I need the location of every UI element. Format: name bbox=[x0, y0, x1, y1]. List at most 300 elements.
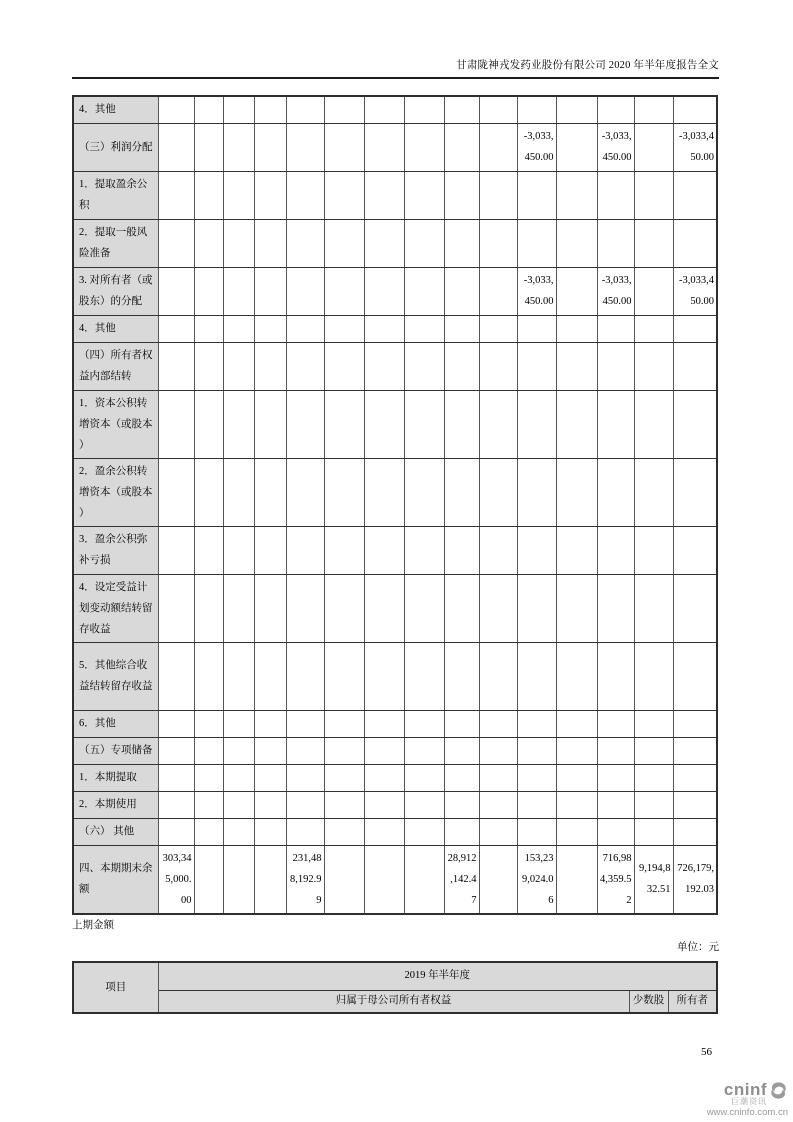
value-cell bbox=[364, 818, 404, 845]
value-cell bbox=[286, 574, 324, 642]
value-cell bbox=[324, 458, 364, 526]
value-cell bbox=[286, 791, 324, 818]
value-cell bbox=[404, 123, 444, 171]
value-cell bbox=[404, 642, 444, 710]
table-row bbox=[73, 791, 717, 818]
value-cell bbox=[223, 642, 254, 710]
value-cell bbox=[556, 219, 597, 267]
table-row bbox=[73, 737, 717, 764]
value-cell bbox=[223, 219, 254, 267]
cninfo-swirl-icon bbox=[769, 1081, 788, 1100]
value-cell bbox=[254, 791, 286, 818]
value-cell bbox=[286, 526, 324, 574]
value-cell bbox=[254, 123, 286, 171]
value-cell bbox=[479, 315, 517, 342]
table-row bbox=[73, 574, 717, 642]
value-cell bbox=[286, 764, 324, 791]
value-cell bbox=[194, 845, 223, 914]
value-cell bbox=[404, 267, 444, 315]
value-cell bbox=[597, 219, 634, 267]
value-cell bbox=[634, 171, 673, 219]
value-cell bbox=[364, 574, 404, 642]
value-cell bbox=[364, 342, 404, 390]
cninfo-url: www.cninfo.com.cn bbox=[706, 1106, 788, 1118]
value-cell: 231,488,192.99 bbox=[286, 845, 324, 914]
table-row bbox=[73, 267, 717, 315]
value-cell bbox=[444, 642, 479, 710]
value-cell bbox=[517, 315, 556, 342]
value-cell bbox=[444, 764, 479, 791]
value-cell bbox=[223, 526, 254, 574]
unit-label: 单位：元 bbox=[677, 942, 719, 953]
page-header-title: 甘肃陇神戎发药业股份有限公司 2020 年半年度报告全文 bbox=[456, 60, 719, 71]
value-cell bbox=[444, 710, 479, 737]
value-cell bbox=[158, 526, 194, 574]
value-cell: 28,912,142.47 bbox=[444, 845, 479, 914]
value-cell bbox=[517, 791, 556, 818]
row-label: （四）所有者权益内部结转 bbox=[73, 342, 158, 390]
value-cell bbox=[286, 642, 324, 710]
value-cell bbox=[404, 737, 444, 764]
value-cell bbox=[597, 315, 634, 342]
value-cell bbox=[223, 390, 254, 458]
value-cell bbox=[556, 791, 597, 818]
prior-table-minority-header: 少数股 bbox=[629, 990, 668, 1013]
value-cell bbox=[223, 737, 254, 764]
value-cell bbox=[158, 642, 194, 710]
value-cell bbox=[517, 390, 556, 458]
row-label: 6．其他 bbox=[73, 710, 158, 737]
value-cell bbox=[286, 710, 324, 737]
value-cell bbox=[597, 390, 634, 458]
value-cell bbox=[404, 574, 444, 642]
value-cell bbox=[254, 574, 286, 642]
value-cell bbox=[404, 315, 444, 342]
value-cell bbox=[158, 267, 194, 315]
value-cell bbox=[479, 737, 517, 764]
value-cell: -3,033,450.00 bbox=[673, 267, 717, 315]
value-cell bbox=[194, 737, 223, 764]
value-cell bbox=[673, 526, 717, 574]
value-cell bbox=[364, 764, 404, 791]
row-label: 2．本期使用 bbox=[73, 791, 158, 818]
value-cell bbox=[444, 315, 479, 342]
value-cell bbox=[223, 315, 254, 342]
value-cell bbox=[556, 171, 597, 219]
row-label: 5．其他综合收益结转留存收益 bbox=[73, 642, 158, 710]
value-cell bbox=[673, 642, 717, 710]
prior-period-table bbox=[72, 961, 718, 1014]
value-cell bbox=[634, 710, 673, 737]
value-cell bbox=[286, 267, 324, 315]
value-cell bbox=[556, 390, 597, 458]
value-cell bbox=[286, 171, 324, 219]
value-cell bbox=[673, 710, 717, 737]
value-cell bbox=[223, 791, 254, 818]
row-label: 2．盈余公积转增资本（或股本） bbox=[73, 458, 158, 526]
value-cell bbox=[444, 123, 479, 171]
value-cell bbox=[517, 219, 556, 267]
value-cell bbox=[324, 764, 364, 791]
value-cell bbox=[479, 526, 517, 574]
value-cell bbox=[158, 315, 194, 342]
value-cell bbox=[634, 526, 673, 574]
value-cell bbox=[223, 845, 254, 914]
value-cell bbox=[158, 390, 194, 458]
value-cell bbox=[556, 96, 597, 123]
value-cell bbox=[597, 642, 634, 710]
table-row bbox=[73, 219, 717, 267]
row-label: 4．其他 bbox=[73, 96, 158, 123]
value-cell bbox=[517, 342, 556, 390]
value-cell bbox=[254, 642, 286, 710]
value-cell bbox=[404, 342, 444, 390]
table-row bbox=[73, 342, 717, 390]
value-cell bbox=[673, 791, 717, 818]
value-cell bbox=[517, 171, 556, 219]
value-cell bbox=[444, 737, 479, 764]
value-cell bbox=[556, 818, 597, 845]
value-cell bbox=[404, 96, 444, 123]
value-cell: -3,033,450.00 bbox=[517, 123, 556, 171]
value-cell bbox=[404, 526, 444, 574]
value-cell bbox=[556, 642, 597, 710]
value-cell bbox=[404, 791, 444, 818]
value-cell bbox=[444, 574, 479, 642]
value-cell bbox=[286, 219, 324, 267]
value-cell bbox=[597, 171, 634, 219]
value-cell bbox=[254, 845, 286, 914]
value-cell bbox=[634, 390, 673, 458]
value-cell bbox=[194, 764, 223, 791]
value-cell bbox=[254, 219, 286, 267]
value-cell bbox=[254, 526, 286, 574]
prior-table-owners-header: 所有者 bbox=[668, 990, 717, 1013]
table-row bbox=[73, 390, 717, 458]
value-cell bbox=[404, 764, 444, 791]
value-cell bbox=[223, 123, 254, 171]
row-label: （六） 其他 bbox=[73, 818, 158, 845]
table-row bbox=[73, 710, 717, 737]
value-cell bbox=[479, 791, 517, 818]
value-cell: 726,179,192.03 bbox=[673, 845, 717, 914]
value-cell: 303,345,000.00 bbox=[158, 845, 194, 914]
value-cell bbox=[254, 390, 286, 458]
value-cell bbox=[364, 642, 404, 710]
value-cell bbox=[324, 526, 364, 574]
value-cell bbox=[673, 737, 717, 764]
value-cell bbox=[158, 818, 194, 845]
value-cell bbox=[479, 390, 517, 458]
value-cell bbox=[517, 737, 556, 764]
value-cell bbox=[194, 526, 223, 574]
value-cell bbox=[223, 458, 254, 526]
value-cell bbox=[286, 390, 324, 458]
header-rule bbox=[72, 77, 719, 79]
value-cell bbox=[673, 764, 717, 791]
value-cell bbox=[597, 791, 634, 818]
value-cell bbox=[556, 123, 597, 171]
value-cell bbox=[479, 171, 517, 219]
value-cell bbox=[158, 219, 194, 267]
value-cell: 9,194,832.51 bbox=[634, 845, 673, 914]
equity-change-table bbox=[72, 95, 718, 915]
value-cell bbox=[324, 171, 364, 219]
value-cell bbox=[286, 123, 324, 171]
value-cell bbox=[324, 96, 364, 123]
table-row bbox=[73, 642, 717, 710]
row-label: 2．提取一般风险准备 bbox=[73, 219, 158, 267]
value-cell bbox=[444, 342, 479, 390]
value-cell bbox=[324, 123, 364, 171]
value-cell bbox=[517, 526, 556, 574]
value-cell bbox=[479, 642, 517, 710]
value-cell bbox=[364, 315, 404, 342]
value-cell bbox=[194, 123, 223, 171]
value-cell bbox=[597, 710, 634, 737]
value-cell bbox=[364, 737, 404, 764]
value-cell bbox=[286, 818, 324, 845]
value-cell bbox=[597, 818, 634, 845]
value-cell bbox=[158, 458, 194, 526]
value-cell: 716,984,359.52 bbox=[597, 845, 634, 914]
row-label: 1．提取盈余公积 bbox=[73, 171, 158, 219]
value-cell bbox=[479, 458, 517, 526]
row-label: （五）专项储备 bbox=[73, 737, 158, 764]
value-cell bbox=[324, 267, 364, 315]
value-cell: 153,239,024.06 bbox=[517, 845, 556, 914]
value-cell bbox=[286, 737, 324, 764]
value-cell bbox=[194, 791, 223, 818]
table-row bbox=[73, 764, 717, 791]
table-row bbox=[73, 818, 717, 845]
value-cell bbox=[324, 219, 364, 267]
value-cell bbox=[364, 171, 404, 219]
value-cell bbox=[479, 574, 517, 642]
value-cell bbox=[254, 818, 286, 845]
value-cell bbox=[223, 764, 254, 791]
table-row bbox=[73, 458, 717, 526]
table-row bbox=[73, 171, 717, 219]
value-cell bbox=[158, 574, 194, 642]
value-cell bbox=[444, 219, 479, 267]
value-cell bbox=[158, 710, 194, 737]
table-row bbox=[73, 315, 717, 342]
value-cell bbox=[673, 315, 717, 342]
value-cell bbox=[444, 791, 479, 818]
value-cell bbox=[194, 171, 223, 219]
value-cell bbox=[194, 96, 223, 123]
value-cell bbox=[158, 737, 194, 764]
value-cell bbox=[364, 791, 404, 818]
value-cell bbox=[634, 219, 673, 267]
value-cell bbox=[404, 845, 444, 914]
row-label: 3．盈余公积弥补亏损 bbox=[73, 526, 158, 574]
value-cell bbox=[158, 96, 194, 123]
value-cell bbox=[634, 96, 673, 123]
value-cell bbox=[254, 96, 286, 123]
value-cell bbox=[479, 818, 517, 845]
value-cell bbox=[194, 574, 223, 642]
value-cell bbox=[254, 764, 286, 791]
row-label: 4．其他 bbox=[73, 315, 158, 342]
value-cell bbox=[194, 710, 223, 737]
prior-period-note: 上期金额 bbox=[72, 920, 114, 931]
value-cell bbox=[223, 267, 254, 315]
value-cell bbox=[194, 219, 223, 267]
cninfo-watermark bbox=[707, 1081, 788, 1118]
value-cell bbox=[194, 342, 223, 390]
page-number: 56 bbox=[701, 1046, 712, 1058]
value-cell bbox=[254, 710, 286, 737]
value-cell bbox=[158, 764, 194, 791]
value-cell bbox=[223, 342, 254, 390]
value-cell bbox=[517, 818, 556, 845]
table-row bbox=[73, 526, 717, 574]
row-label: 1．本期提取 bbox=[73, 764, 158, 791]
cninfo-brand-text: cninf bbox=[723, 1080, 767, 1100]
value-cell bbox=[634, 342, 673, 390]
value-cell bbox=[324, 642, 364, 710]
value-cell bbox=[634, 737, 673, 764]
value-cell bbox=[364, 123, 404, 171]
value-cell bbox=[517, 710, 556, 737]
value-cell bbox=[597, 574, 634, 642]
value-cell bbox=[634, 267, 673, 315]
value-cell bbox=[254, 315, 286, 342]
value-cell bbox=[556, 315, 597, 342]
value-cell bbox=[479, 342, 517, 390]
value-cell bbox=[597, 764, 634, 791]
table-row bbox=[73, 96, 717, 123]
value-cell bbox=[364, 710, 404, 737]
value-cell bbox=[597, 96, 634, 123]
value-cell bbox=[254, 267, 286, 315]
row-label: 1．资本公积转增资本（或股本） bbox=[73, 390, 158, 458]
value-cell bbox=[444, 267, 479, 315]
table-row bbox=[73, 845, 717, 914]
prior-table-corner-cell: 项目 bbox=[73, 962, 158, 1013]
value-cell bbox=[364, 219, 404, 267]
value-cell bbox=[404, 710, 444, 737]
value-cell bbox=[634, 315, 673, 342]
value-cell bbox=[556, 764, 597, 791]
value-cell bbox=[194, 390, 223, 458]
value-cell bbox=[673, 342, 717, 390]
value-cell bbox=[634, 642, 673, 710]
value-cell bbox=[364, 267, 404, 315]
value-cell bbox=[479, 219, 517, 267]
value-cell bbox=[479, 710, 517, 737]
value-cell bbox=[223, 96, 254, 123]
value-cell bbox=[556, 574, 597, 642]
value-cell bbox=[324, 342, 364, 390]
value-cell bbox=[634, 764, 673, 791]
value-cell bbox=[364, 526, 404, 574]
value-cell bbox=[404, 390, 444, 458]
value-cell bbox=[158, 171, 194, 219]
value-cell bbox=[673, 818, 717, 845]
value-cell bbox=[556, 458, 597, 526]
value-cell bbox=[286, 96, 324, 123]
value-cell bbox=[673, 96, 717, 123]
value-cell bbox=[194, 818, 223, 845]
value-cell bbox=[194, 315, 223, 342]
value-cell bbox=[556, 267, 597, 315]
value-cell bbox=[479, 764, 517, 791]
value-cell bbox=[556, 526, 597, 574]
row-label: 四、本期期末余额 bbox=[73, 845, 158, 914]
prior-table-parent-equity-header: 归属于母公司所有者权益 bbox=[158, 990, 629, 1013]
value-cell bbox=[404, 171, 444, 219]
value-cell bbox=[194, 267, 223, 315]
value-cell bbox=[479, 123, 517, 171]
value-cell bbox=[517, 458, 556, 526]
value-cell bbox=[324, 791, 364, 818]
value-cell bbox=[634, 791, 673, 818]
value-cell bbox=[324, 574, 364, 642]
value-cell bbox=[634, 458, 673, 526]
value-cell bbox=[517, 642, 556, 710]
value-cell bbox=[597, 526, 634, 574]
value-cell bbox=[223, 710, 254, 737]
value-cell bbox=[673, 219, 717, 267]
value-cell bbox=[597, 342, 634, 390]
value-cell bbox=[556, 342, 597, 390]
value-cell bbox=[158, 342, 194, 390]
value-cell bbox=[634, 574, 673, 642]
value-cell bbox=[517, 764, 556, 791]
value-cell bbox=[223, 574, 254, 642]
row-label: 3. 对所有者（或股东）的分配 bbox=[73, 267, 158, 315]
value-cell bbox=[158, 123, 194, 171]
row-label: （三）利润分配 bbox=[73, 123, 158, 171]
value-cell bbox=[444, 458, 479, 526]
value-cell bbox=[364, 390, 404, 458]
value-cell bbox=[324, 845, 364, 914]
value-cell bbox=[324, 737, 364, 764]
value-cell bbox=[517, 96, 556, 123]
value-cell bbox=[254, 737, 286, 764]
value-cell bbox=[158, 791, 194, 818]
value-cell bbox=[194, 458, 223, 526]
value-cell bbox=[444, 171, 479, 219]
value-cell bbox=[479, 96, 517, 123]
value-cell bbox=[286, 458, 324, 526]
row-label: 4．设定受益计划变动额结转留存收益 bbox=[73, 574, 158, 642]
value-cell: -3,033,450.00 bbox=[673, 123, 717, 171]
value-cell bbox=[254, 342, 286, 390]
value-cell bbox=[223, 818, 254, 845]
value-cell bbox=[673, 458, 717, 526]
value-cell bbox=[597, 737, 634, 764]
value-cell bbox=[194, 642, 223, 710]
value-cell bbox=[324, 390, 364, 458]
value-cell bbox=[404, 818, 444, 845]
value-cell bbox=[223, 171, 254, 219]
value-cell bbox=[444, 96, 479, 123]
value-cell bbox=[556, 845, 597, 914]
value-cell bbox=[444, 526, 479, 574]
value-cell bbox=[673, 574, 717, 642]
value-cell bbox=[286, 315, 324, 342]
value-cell bbox=[286, 342, 324, 390]
value-cell bbox=[634, 123, 673, 171]
table-row bbox=[73, 123, 717, 171]
value-cell bbox=[404, 219, 444, 267]
value-cell: -3,033,450.00 bbox=[517, 267, 556, 315]
value-cell bbox=[634, 818, 673, 845]
